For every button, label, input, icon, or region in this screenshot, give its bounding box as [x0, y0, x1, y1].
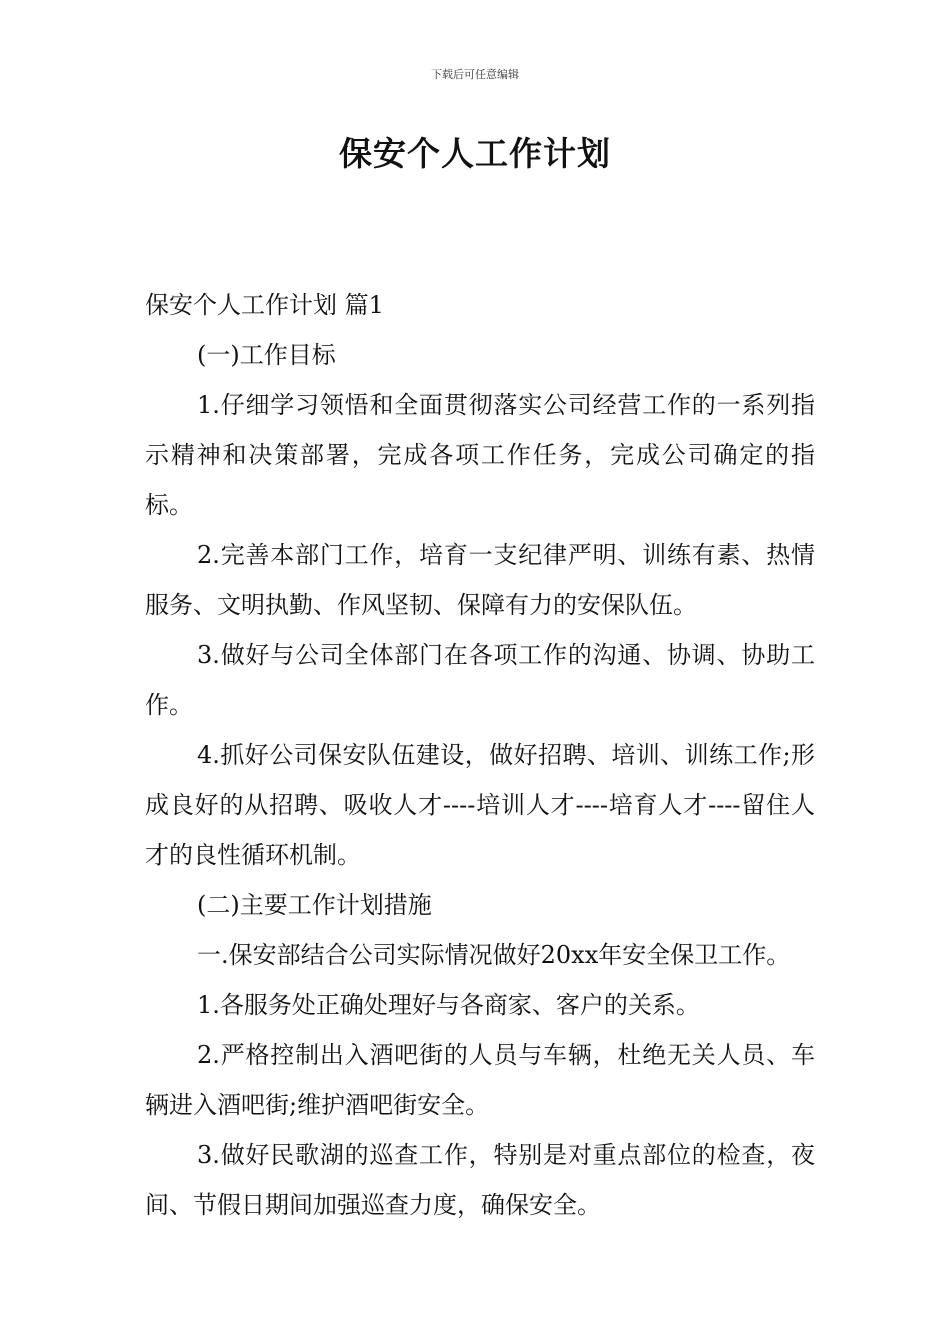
paragraph-measure-3: 3.做好民歌湖的巡查工作，特别是对重点部位的检查，夜间、节假日期间加强巡查力度，确保安全。 — [145, 1141, 815, 1219]
header-note: 下载后可任意编辑 — [431, 68, 519, 81]
document-body — [145, 280, 815, 1230]
paragraph-goal-1: 1.仔细学习领悟和全面贯彻落实公司经营工作的一系列指示精神和决策部署，完成各项工作任务，完成公司确定的指标。 — [145, 391, 815, 519]
paragraph-goal-3: 3.做好与公司全体部门在各项工作的沟通、协调、协助工作。 — [145, 641, 815, 719]
paragraph-measure-1: 1.各服务处正确处理好与各商家、客户的关系。 — [197, 991, 700, 1019]
page-title: 保安个人工作计划 — [339, 134, 611, 173]
paragraph-goal-heading: (一)工作目标 — [197, 341, 336, 369]
paragraph-goal-2: 2.完善本部门工作，培育一支纪律严明、训练有素、热情服务、文明执勤、作风坚韧、保障有力的安保队伍。 — [145, 541, 815, 619]
paragraph-measures-heading: (二)主要工作计划措施 — [197, 891, 432, 919]
paragraph-measure-2: 2.严格控制出入酒吧街的人员与车辆，杜绝无关人员、车辆进入酒吧街;维护酒吧街安全。 — [145, 1041, 815, 1119]
paragraph-measure-main: 一.保安部结合公司实际情况做好20xx年安全保卫工作。 — [197, 941, 791, 969]
paragraph-goal-4: 4.抓好公司保安队伍建设，做好招聘、培训、训练工作;形成良好的从招聘、吸收人才----培训人才----培育人才----留住人才的良性循环机制。 — [145, 741, 815, 869]
section-heading: 保安个人工作计划 篇1 — [145, 291, 384, 319]
